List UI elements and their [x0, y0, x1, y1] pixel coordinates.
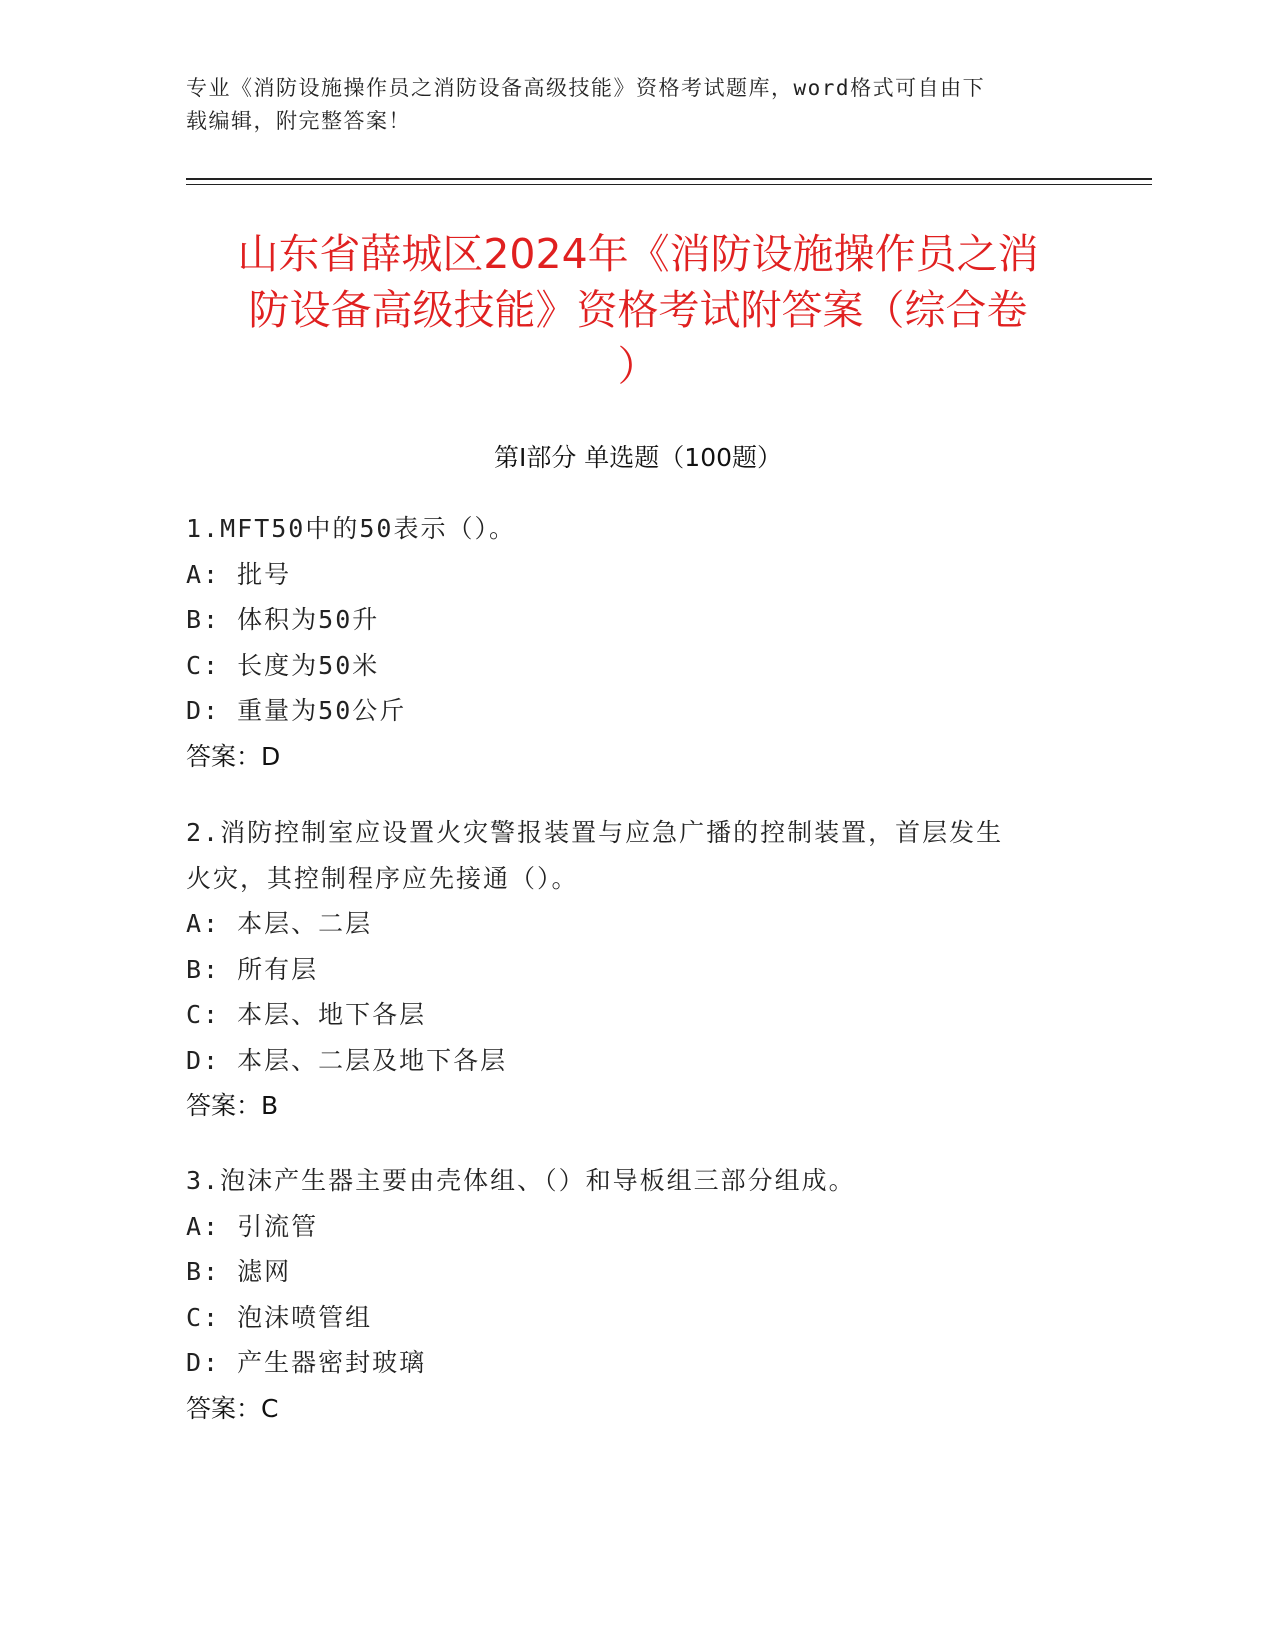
question-stem: 3.泡沫产生器主要由壳体组、（）和导板组三部分组成。 [186, 1166, 856, 1195]
option-c: C: 本层、地下各层 [186, 1000, 427, 1029]
question-stem-line-2: 火灾，其控制程序应先接通（）。 [186, 863, 579, 893]
option-c: C: 泡沫喷管组 [186, 1302, 373, 1332]
answer-label: 答案：B [186, 1091, 279, 1120]
option-c: C: 长度为50米 [186, 650, 380, 680]
option-b: B: 体积为50升 [186, 605, 380, 634]
title-line-2: 防设备高级技能》资格考试附答案（综合卷 [248, 286, 1028, 334]
document-intro [186, 72, 1066, 138]
question-1 [186, 506, 1066, 779]
intro-line-2: 载编辑，附完整答案！ [186, 109, 411, 133]
option-a: A: 批号 [186, 559, 292, 589]
option-d: D: 本层、二层及地下各层 [186, 1045, 508, 1075]
option-d: D: 产生器密封玻璃 [186, 1348, 427, 1377]
header-divider-thick [186, 178, 1152, 180]
option-b: B: 滤网 [186, 1257, 292, 1286]
option-d: D: 重量为50公斤 [186, 696, 407, 725]
section-heading: 第Ⅰ部分 单选题（100题） [493, 443, 783, 472]
intro-line-1: 专业《消防设施操作员之消防设备高级技能》资格考试题库，word格式可自由下 [186, 76, 986, 100]
option-a: A: 引流管 [186, 1211, 319, 1241]
question-stem: 1.MFT50中的50表示（）。 [186, 514, 516, 543]
question-2 [186, 810, 1066, 1129]
title-line-1: 山东省薛城区2024年《消防设施操作员之消 [237, 230, 1039, 278]
document-title [186, 226, 1090, 394]
answer-label: 答案：C [186, 1393, 279, 1423]
question-3 [186, 1158, 1066, 1431]
question-stem-line-1: 2.消防控制室应设置火灾警报装置与应急广播的控制装置，首层发生 [186, 818, 1004, 847]
option-b: B: 所有层 [186, 954, 319, 984]
title-line-3: ） [617, 342, 659, 390]
header-divider-thin [186, 184, 1152, 185]
option-a: A: 本层、二层 [186, 909, 373, 938]
answer-label: 答案：D [186, 741, 281, 771]
